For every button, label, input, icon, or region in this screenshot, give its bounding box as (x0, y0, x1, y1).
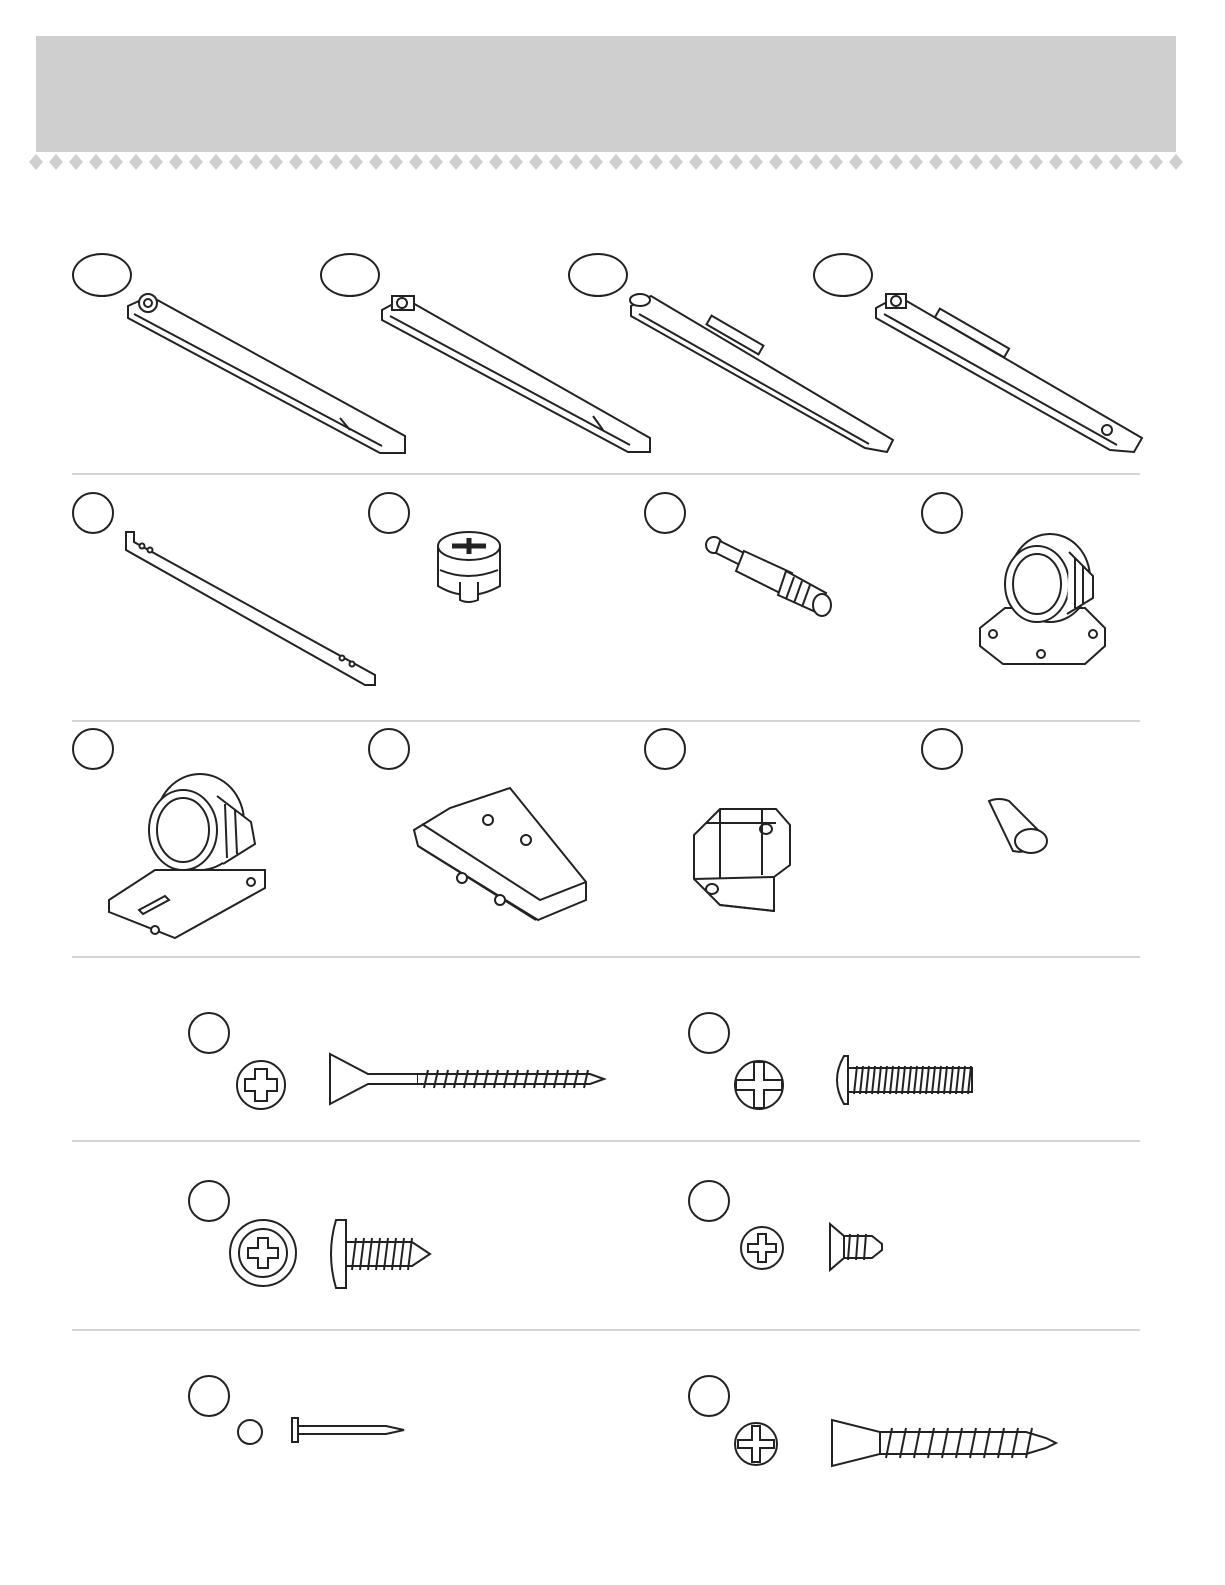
diamond-pattern (829, 154, 843, 170)
diamond-pattern (149, 154, 163, 170)
diamond-pattern (809, 154, 823, 170)
diamond-pattern (309, 154, 323, 170)
diamond-pattern (769, 154, 783, 170)
diamond-pattern (709, 154, 723, 170)
diamond-pattern (469, 154, 483, 170)
bracket-icon (410, 770, 595, 930)
diamond-pattern (349, 154, 363, 170)
diamond-pattern (489, 154, 503, 170)
diamond-pattern (229, 154, 243, 170)
diamond-pattern (909, 154, 923, 170)
diamond-pattern (49, 154, 63, 170)
diamond-pattern (269, 154, 283, 170)
part-label-circle (188, 1375, 230, 1417)
diamond-pattern (1089, 154, 1103, 170)
part-label-circle (368, 492, 410, 534)
part-label-circle (188, 1180, 230, 1222)
caster-icon (105, 770, 270, 945)
diamond-pattern (429, 154, 443, 170)
diamond-pattern (249, 154, 263, 170)
diamond-pattern (669, 154, 683, 170)
diamond-pattern (989, 154, 1003, 170)
diamond-pattern (569, 154, 583, 170)
diamond-pattern (509, 154, 523, 170)
cam-lock-icon (420, 520, 520, 610)
diamond-pattern (169, 154, 183, 170)
diamond-pattern (529, 154, 543, 170)
screw-head-icon (234, 1058, 288, 1112)
diamond-pattern (1129, 154, 1143, 170)
diamond-pattern (649, 154, 663, 170)
caster-icon (975, 528, 1115, 668)
nail-icon (290, 1416, 410, 1444)
diamond-pattern (409, 154, 423, 170)
part-label-circle (188, 1012, 230, 1054)
diamond-pattern (109, 154, 123, 170)
diamond-pattern (129, 154, 143, 170)
diamond-pattern (609, 154, 623, 170)
nail-head-icon (236, 1418, 264, 1446)
diamond-pattern (369, 154, 383, 170)
diamond-pattern (69, 154, 83, 170)
diamond-pattern (889, 154, 903, 170)
part-label-circle (688, 1012, 730, 1054)
diamond-pattern (549, 154, 563, 170)
screw-icon (328, 1052, 606, 1108)
screw-head-icon (732, 1058, 786, 1112)
part-label-circle (644, 728, 686, 770)
diamond-pattern (789, 154, 803, 170)
part-label-circle (921, 728, 963, 770)
screw-head-icon (732, 1420, 780, 1468)
diamond-pattern (89, 154, 103, 170)
diamond-pattern (849, 154, 863, 170)
bracket-icon (690, 805, 800, 915)
diamond-pattern (729, 154, 743, 170)
diamond-pattern (289, 154, 303, 170)
screw-icon (326, 1218, 436, 1290)
diamond-pattern (189, 154, 203, 170)
diamond-pattern (589, 154, 603, 170)
diamond-pattern (969, 154, 983, 170)
diamond-pattern (389, 154, 403, 170)
part-label-circle (644, 492, 686, 534)
row-separator (72, 473, 1140, 475)
screw-icon (830, 1418, 1060, 1468)
cam-bolt-icon (700, 525, 840, 620)
diamond-pattern (1109, 154, 1123, 170)
part-label-circle (72, 728, 114, 770)
knob-icon (975, 795, 1050, 855)
row-separator (72, 720, 1140, 722)
diamond-pattern (209, 154, 223, 170)
screw-head-icon (738, 1224, 786, 1272)
diamond-pattern (329, 154, 343, 170)
diamond-pattern (1029, 154, 1043, 170)
screw-head-icon (228, 1218, 298, 1288)
drawer-slide-icon (872, 290, 1162, 460)
screw-icon (830, 1054, 975, 1106)
drawer-slide-icon (120, 288, 420, 463)
part-label-circle (921, 492, 963, 534)
part-label-circle (688, 1375, 730, 1417)
diamond-pattern (629, 154, 643, 170)
metal-bar-icon (120, 530, 385, 690)
part-label-circle (368, 728, 410, 770)
diamond-pattern (929, 154, 943, 170)
diamond-pattern (1149, 154, 1163, 170)
diamond-pattern (749, 154, 763, 170)
header-banner (36, 36, 1176, 186)
row-separator (72, 1329, 1140, 1331)
diamond-pattern (689, 154, 703, 170)
diamond-pattern (1009, 154, 1023, 170)
diamond-pattern (29, 154, 43, 170)
part-label-circle (72, 492, 114, 534)
diamond-pattern (449, 154, 463, 170)
diamond-pattern (1049, 154, 1063, 170)
row-separator (72, 956, 1140, 958)
row-separator (72, 1140, 1140, 1142)
screw-icon (828, 1222, 888, 1272)
diamond-pattern (869, 154, 883, 170)
diamond-pattern (1169, 154, 1183, 170)
diamond-pattern (1069, 154, 1083, 170)
part-label-circle (688, 1180, 730, 1222)
diamond-pattern (949, 154, 963, 170)
